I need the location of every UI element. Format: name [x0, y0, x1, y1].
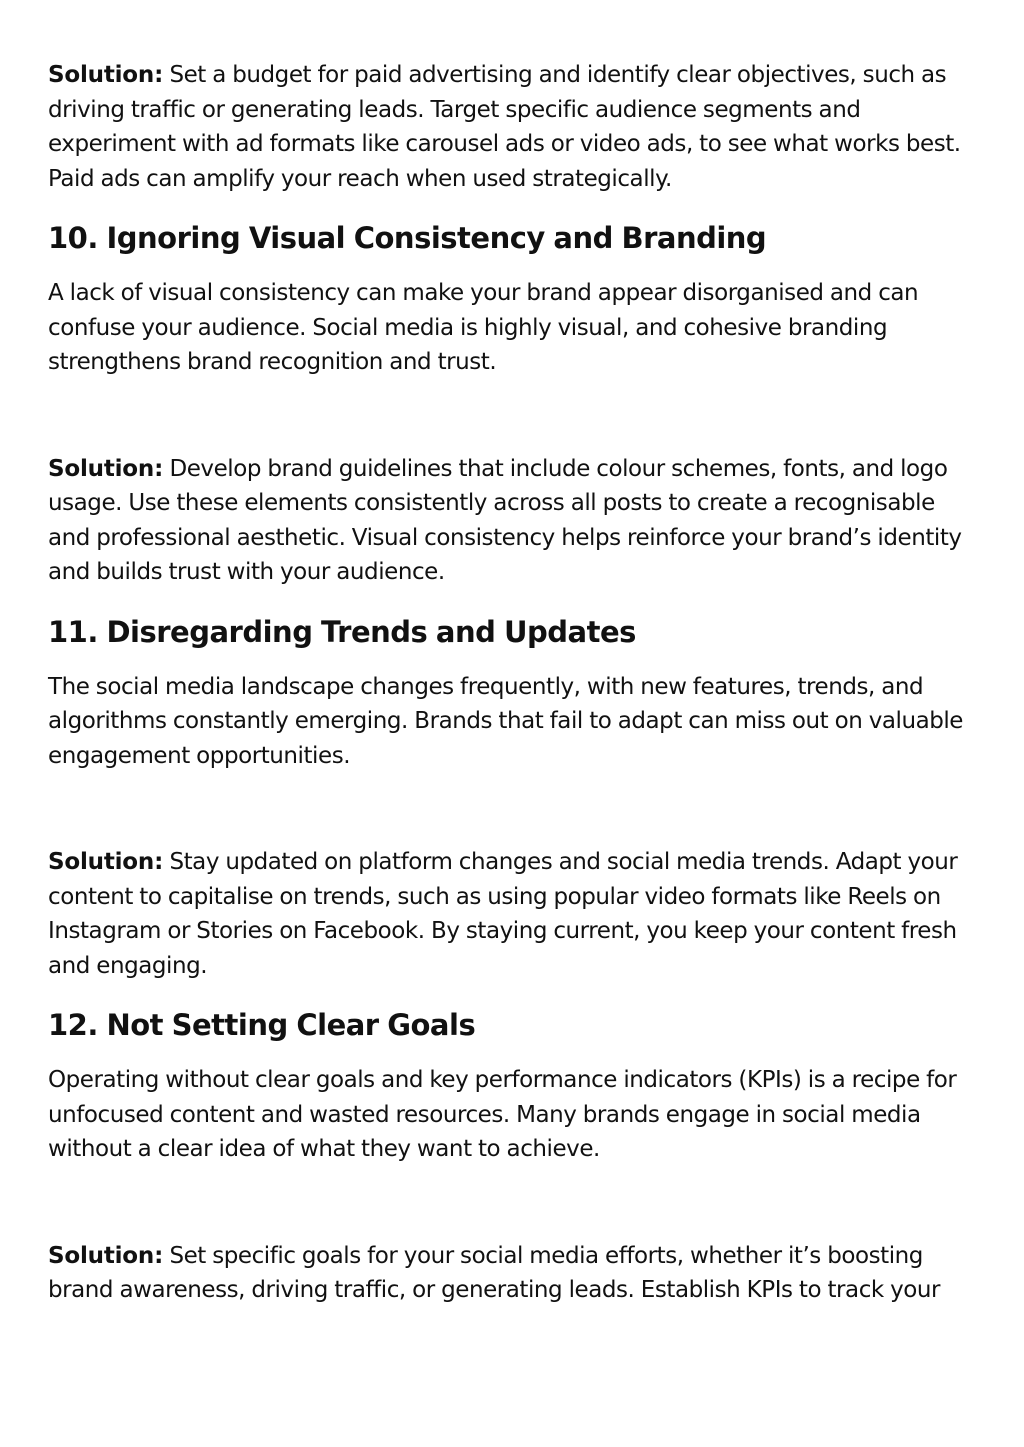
solution-paragraph: [48, 58, 983, 196]
document-page: [48, 58, 983, 1308]
solution-text: Set specific goals for your social media efforts, whether it’s boosting brand awareness, driving traffic, or generating leads. Establish KPIs to track your: [48, 1242, 941, 1303]
body-paragraph: The social media landscape changes frequently, with new features, trends, and algorithms constantly emerging. Brands that fail to adapt can miss out on valuable engagement opportunities.: [48, 673, 964, 769]
solution-label: Solution:: [48, 1242, 164, 1269]
solution-paragraph: [48, 452, 983, 590]
solution-paragraph: [48, 845, 983, 983]
solution-text: Set a budget for paid advertising and identify clear objectives, such as driving traffic or generating leads. Target specific audience segments and experiment with ad formats like carousel ads or video ads, to see what works best. Paid ads can amplify your reach when used strategically.: [48, 62, 961, 192]
section-heading: 10. Ignoring Visual Consistency and Branding: [48, 221, 767, 255]
body-paragraph: A lack of visual consistency can make your brand appear disorganised and can confuse your audience. Social media is highly visual, and cohesive branding strengthens brand recognition and trust.: [48, 280, 919, 375]
body-paragraph: Operating without clear goals and key performance indicators (KPIs) is a recipe for unfocused content and wasted resources. Many brands engage in social media without a clear idea of what they want to achieve.: [48, 1067, 957, 1162]
solution-paragraph: [48, 1239, 983, 1308]
solution-label: Solution:: [48, 62, 164, 88]
solution-label: Solution:: [48, 849, 164, 875]
solution-text: Stay updated on platform changes and social media trends. Adapt your content to capitalise on trends, such as using popular video formats like Reels on Instagram or Stories on Facebook. By staying current, you keep your content fresh and engaging.: [48, 849, 958, 979]
solution-label: Solution:: [48, 455, 164, 482]
section-heading: 11. Disregarding Trends and Updates: [48, 614, 636, 649]
solution-text: Develop brand guidelines that include colour schemes, fonts, and logo usage. Use these elements consistently across all posts to create a recognisable and professional aesthetic. Visual consistency helps reinforce your brand’s identity and builds trust with your audience.: [48, 455, 962, 585]
section-heading: 12. Not Setting Clear Goals: [48, 1008, 476, 1042]
